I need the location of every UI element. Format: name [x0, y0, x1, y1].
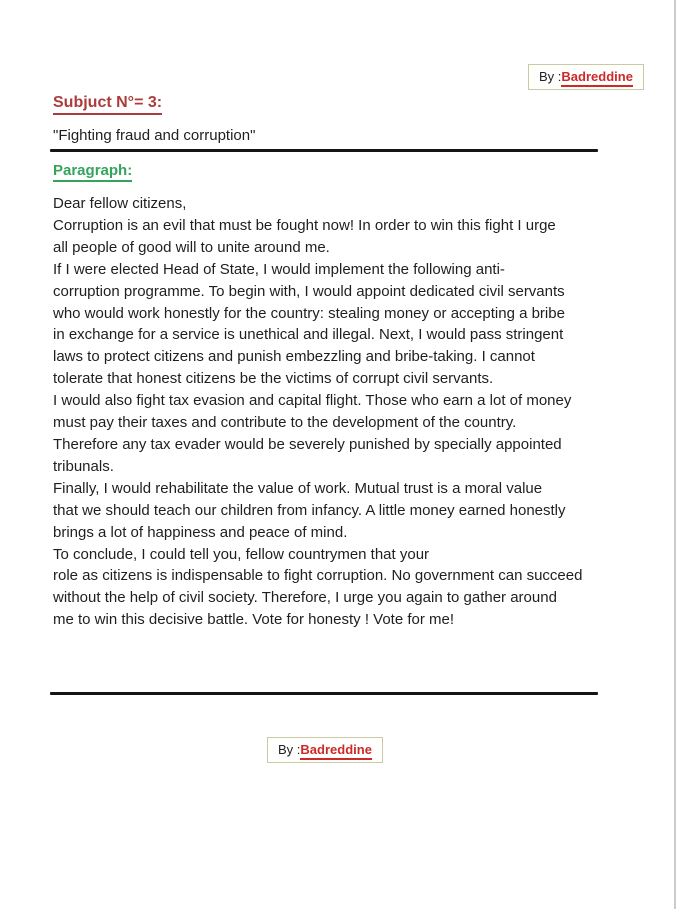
body-line: corruption programme. To begin with, I would appoint dedicated civil servants [53, 282, 565, 300]
body-line: Therefore any tax evader would be severely punished by specially appointed [53, 435, 562, 453]
body-line: role as citizens is indispensable to fight corruption. No government can succeed [53, 567, 583, 585]
body-line: must pay their taxes and contribute to the development of the country. [53, 414, 517, 432]
author-badge-prefix: By : [539, 69, 562, 84]
author-name: Badreddine [300, 742, 372, 760]
subject-title: Subjuct N°= 3: [53, 94, 162, 115]
author-badge-prefix: By : [278, 742, 301, 757]
author-name: Badreddine [561, 69, 633, 87]
document-quote-title: "Fighting fraud and corruption" [53, 127, 256, 144]
body-line: To conclude, I could tell you, fellow countrymen that your [53, 545, 430, 563]
body-line: tribunals. [53, 457, 114, 475]
body-line: in exchange for a service is unethical and illegal. Next, I would pass stringent [53, 326, 564, 344]
body-line: If I were elected Head of State, I would implement the following anti- [53, 260, 505, 278]
paragraph-section-label: Paragraph: [53, 162, 132, 182]
body-line: Corruption is an evil that must be fought now! In order to win this fight I urge [53, 216, 556, 234]
body-line: Dear fellow citizens, [53, 195, 187, 212]
body-line: Finally, I would rehabilitate the value of work. Mutual trust is a moral value [53, 479, 543, 497]
body-line: tolerate that honest citizens be the victims of corrupt civil servants. [53, 370, 494, 388]
horizontal-rule-bottom [50, 692, 598, 695]
author-badge-bottom [267, 737, 383, 763]
body-line: laws to protect citizens and punish embezzling and bribe-taking. I cannot [53, 348, 535, 366]
body-line: brings a lot of happiness and peace of mind. [53, 523, 348, 541]
body-line: without the help of civil society. Therefore, I urge you again to gather around [53, 589, 557, 607]
body-line: that we should teach our children from infancy. A little money earned honestly [53, 501, 566, 519]
page-right-edge-line [674, 0, 676, 909]
body-line: all people of good will to unite around me. [53, 238, 330, 256]
horizontal-rule-top [50, 149, 598, 152]
paragraph-body [53, 193, 599, 631]
body-line: me to win this decisive battle. Vote for honesty ! Vote for me! [53, 611, 455, 629]
author-badge-top [528, 64, 644, 90]
body-line: who would work honestly for the country: stealing money or accepting a bribe [53, 304, 565, 322]
body-line: I would also fight tax evasion and capital flight. Those who earn a lot of money [53, 392, 572, 410]
